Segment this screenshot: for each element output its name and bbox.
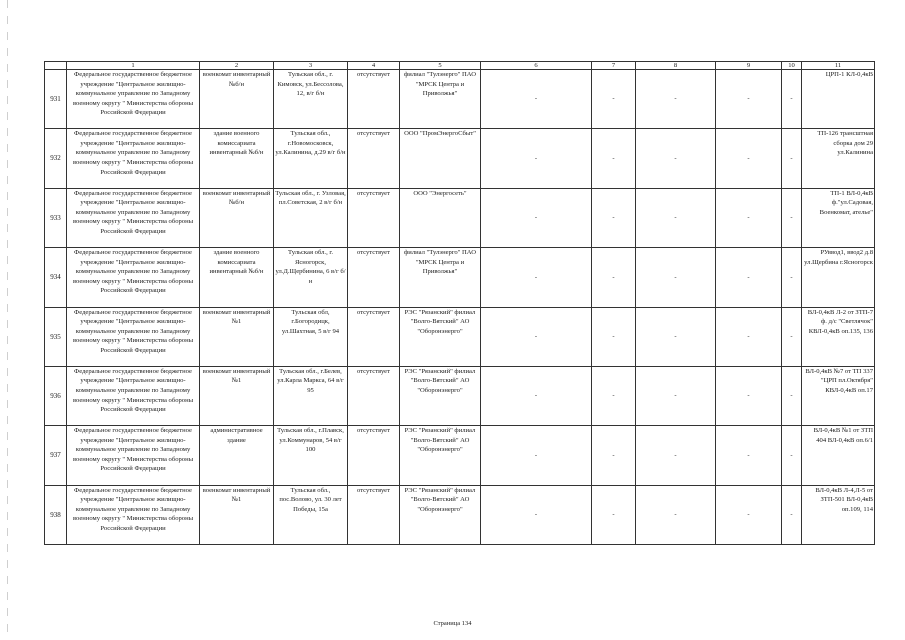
table-row	[45, 70, 875, 129]
supplier-cell: филиал "Тулэнерго" ПАО "МРСК Центра и Приволжья"	[400, 248, 481, 307]
object-cell: военкомат инвентарный №1	[200, 307, 274, 366]
owner-cell: Федеральное государственное бюджетное учреждение "Центральное жилищно-коммунальное управление по Западному военному округу " Министерства обороны Российской Федерации	[67, 366, 200, 425]
page-footer: Страница 134	[433, 620, 472, 627]
row-number: 934	[45, 248, 67, 307]
column-6-cell: -	[481, 248, 592, 307]
row-number: 933	[45, 188, 67, 247]
column-9-cell: -	[716, 188, 782, 247]
column-8-cell: -	[636, 248, 716, 307]
column-9-cell: -	[716, 366, 782, 425]
column-header: 9	[716, 62, 782, 70]
column-4-cell: отсутствует	[348, 307, 400, 366]
table-row	[45, 188, 875, 247]
table-row	[45, 248, 875, 307]
owner-cell: Федеральное государственное бюджетное учреждение "Центральное жилищно-коммунальное управление по Западному военному округу " Министерства обороны Российской Федерации	[67, 248, 200, 307]
column-header: 7	[592, 62, 636, 70]
address-cell: Тульская обл., г.Белев, ул.Карла Маркса, 64 в/г 95	[274, 366, 348, 425]
column-header: 8	[636, 62, 716, 70]
table-row	[45, 307, 875, 366]
object-cell: здание военного комиссариата инвентарный №б/н	[200, 129, 274, 188]
owner-cell: Федеральное государственное бюджетное учреждение "Центральное жилищно-коммунальное управление по Западному военному округу " Министерства обороны Российской Федерации	[67, 426, 200, 485]
object-cell: военкомат инвентарный №б/н	[200, 188, 274, 247]
column-4-cell: отсутствует	[348, 485, 400, 544]
column-header	[45, 62, 67, 70]
column-8-cell: -	[636, 366, 716, 425]
column-6-cell: -	[481, 366, 592, 425]
address-cell: Тульская обл., г. Ясногорск, ул.Д.Щербинина, 6 в/г б/н	[274, 248, 348, 307]
connection-point-cell: ТП-126 трансштная сборка дом 29 ул.Калинина	[802, 129, 875, 188]
column-9-cell: -	[716, 307, 782, 366]
column-8-cell: -	[636, 426, 716, 485]
column-7-cell: -	[592, 188, 636, 247]
table-row	[45, 426, 875, 485]
column-4-cell: отсутствует	[348, 248, 400, 307]
supplier-cell: ООО "Энергосеть"	[400, 188, 481, 247]
table-row	[45, 366, 875, 425]
supplier-cell: филиал "Тулэнерго" ПАО "МРСК Центра и Приволжья"	[400, 70, 481, 129]
column-8-cell: -	[636, 70, 716, 129]
column-8-cell: -	[636, 485, 716, 544]
object-cell: военкомат инвентарный №1	[200, 485, 274, 544]
column-7-cell: -	[592, 70, 636, 129]
column-10-cell: -	[782, 70, 802, 129]
row-number: 932	[45, 129, 67, 188]
connection-point-cell: ТП-1 ВЛ-0,4кВ ф."ул.Садовая, Военкомат, ателье"	[802, 188, 875, 247]
column-9-cell: -	[716, 129, 782, 188]
address-cell: Тульская обл., г. Кимовск, ул.Бессолова, 12, в/г б/н	[274, 70, 348, 129]
row-number: 938	[45, 485, 67, 544]
column-9-cell: -	[716, 426, 782, 485]
column-6-cell: -	[481, 485, 592, 544]
address-cell: Тульская обл., г. Узловая, пл.Советская, 2 в/г б/н	[274, 188, 348, 247]
column-10-cell: -	[782, 366, 802, 425]
column-8-cell: -	[636, 307, 716, 366]
owner-cell: Федеральное государственное бюджетное учреждение "Центральное жилищно-коммунальное управление по Западному военному округу " Министерства обороны Российской Федерации	[67, 129, 200, 188]
column-10-cell: -	[782, 129, 802, 188]
column-9-cell: -	[716, 485, 782, 544]
connection-point-cell: ЦРП-1 КЛ-0,4кВ	[802, 70, 875, 129]
column-4-cell: отсутствует	[348, 188, 400, 247]
supplier-cell: РЭС "Рязанский" филиал "Волго-Вятский" АО "Оборонэнерго"	[400, 485, 481, 544]
object-cell: военкомат инвентарный №1	[200, 366, 274, 425]
column-8-cell: -	[636, 188, 716, 247]
object-cell: военкомат инвентарный №б/н	[200, 70, 274, 129]
column-4-cell: отсутствует	[348, 426, 400, 485]
connection-point-cell: ВЛ-0,4кВ Л-2 от ЗТП-7 ф. д/с "Светлячок" КВЛ-0,4кВ оп.135, 136	[802, 307, 875, 366]
column-header: 3	[274, 62, 348, 70]
address-cell: Тульская обл., пос.Волово, ул. 30 лет Победы, 15а	[274, 485, 348, 544]
connection-point-cell: ВЛ-0,4кВ Л-4,Л-5 от ЗТП-501 ВЛ-0,4кВ оп.109, 114	[802, 485, 875, 544]
column-6-cell: -	[481, 188, 592, 247]
connection-point-cell: РУввод1, ввод2 д.8 ул.Щербина г.Ясногорск	[802, 248, 875, 307]
column-10-cell: -	[782, 188, 802, 247]
address-cell: Тульская обл., г.Новомосковск, ул.Калинина, д.29 в/г б/н	[274, 129, 348, 188]
column-header: 5	[400, 62, 481, 70]
column-7-cell: -	[592, 307, 636, 366]
row-number: 935	[45, 307, 67, 366]
column-7-cell: -	[592, 485, 636, 544]
connection-point-cell: ВЛ-0,4кВ №7 от ТП 337 "ЦРП пл.Октября" КВЛ-0,4кВ оп.17	[802, 366, 875, 425]
supplier-cell: РЭС "Рязанский" филиал "Волго-Вятский" АО "Оборонэнерго"	[400, 307, 481, 366]
object-cell: административное здание	[200, 426, 274, 485]
table-row	[45, 485, 875, 544]
column-8-cell: -	[636, 129, 716, 188]
column-6-cell: -	[481, 426, 592, 485]
column-6-cell: -	[481, 70, 592, 129]
connection-point-cell: ВЛ-0,4кВ №1 от ЗТП 404 ВЛ-0,4кВ оп.6/1	[802, 426, 875, 485]
supplier-cell: ООО "ПромЭнергоСбыт"	[400, 129, 481, 188]
column-6-cell: -	[481, 307, 592, 366]
column-header: 11	[802, 62, 875, 70]
column-7-cell: -	[592, 129, 636, 188]
column-10-cell: -	[782, 426, 802, 485]
register-table	[44, 61, 875, 545]
row-number: 936	[45, 366, 67, 425]
column-4-cell: отсутствует	[348, 366, 400, 425]
column-7-cell: -	[592, 366, 636, 425]
column-header: 1	[67, 62, 200, 70]
column-10-cell: -	[782, 307, 802, 366]
column-header: 10	[782, 62, 802, 70]
address-cell: Тульская обл, г.Богородицк, ул.Шахтная, 5 в/г 94	[274, 307, 348, 366]
column-number-row	[45, 62, 875, 70]
column-header: 6	[481, 62, 592, 70]
object-cell: здание военного комиссариата инвентарный №б/н	[200, 248, 274, 307]
supplier-cell: РЭС "Рязанский" филиал "Волго-Вятский" АО "Оборонэнерго"	[400, 366, 481, 425]
row-number: 937	[45, 426, 67, 485]
column-header: 2	[200, 62, 274, 70]
column-10-cell: -	[782, 248, 802, 307]
column-6-cell: -	[481, 129, 592, 188]
table-row	[45, 129, 875, 188]
column-9-cell: -	[716, 248, 782, 307]
column-4-cell: отсутствует	[348, 70, 400, 129]
binding-margin-line	[7, 0, 8, 640]
column-header: 4	[348, 62, 400, 70]
owner-cell: Федеральное государственное бюджетное учреждение "Центральное жилищно-коммунальное управление по Западному военному округу " Министерства обороны Российской Федерации	[67, 307, 200, 366]
column-10-cell: -	[782, 485, 802, 544]
row-number: 931	[45, 70, 67, 129]
owner-cell: Федеральное государственное бюджетное учреждение "Центральное жилищно-коммунальное управление по Западному военному округу " Министерства обороны Российской Федерации	[67, 188, 200, 247]
owner-cell: Федеральное государственное бюджетное учреждение "Центральное жилищно-коммунальное управление по Западному военному округу " Министерства обороны Российской Федерации	[67, 70, 200, 129]
column-7-cell: -	[592, 248, 636, 307]
address-cell: Тульская обл., г.Плавск, ул.Коммунаров, 54 в/г 100	[274, 426, 348, 485]
supplier-cell: РЭС "Рязанский" филиал "Волго-Вятский" АО "Оборонэнерго"	[400, 426, 481, 485]
column-4-cell: отсутствует	[348, 129, 400, 188]
owner-cell: Федеральное государственное бюджетное учреждение "Центральное жилищно-коммунальное управление по Западному военному округу " Министерства обороны Российской Федерации	[67, 485, 200, 544]
column-7-cell: -	[592, 426, 636, 485]
column-9-cell: -	[716, 70, 782, 129]
